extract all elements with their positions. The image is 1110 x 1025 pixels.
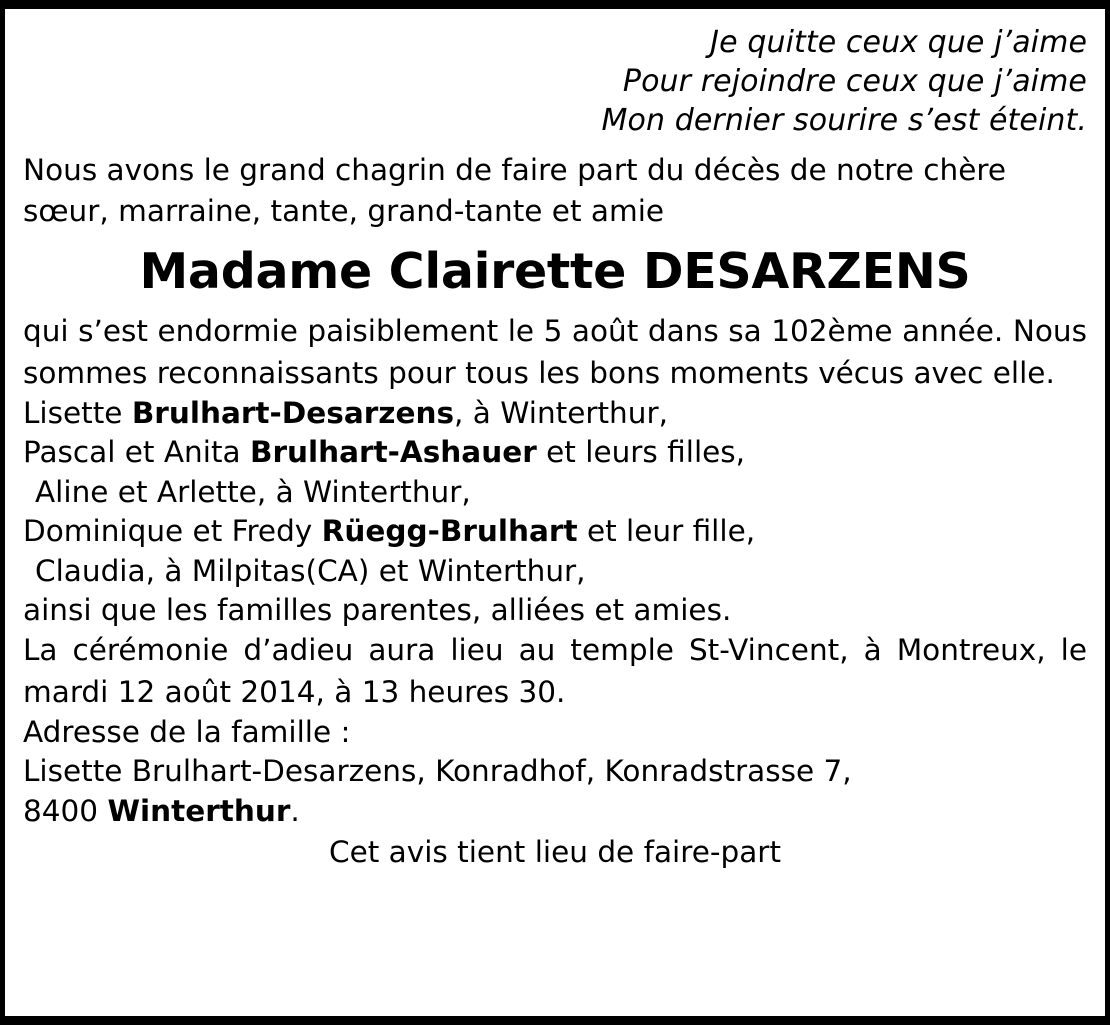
family-line-pre: Lisette <box>23 396 132 431</box>
family-line-bold: Brulhart-Desarzens <box>131 396 455 431</box>
family-line-post: et leurs filles, <box>536 435 746 470</box>
list-item <box>23 473 1087 512</box>
address-line-bold: Winterthur <box>107 793 291 828</box>
list-item <box>23 433 1087 472</box>
family-line-pre: Pascal et Anita <box>23 435 250 470</box>
family-line-bold: Rüegg-Brulhart <box>321 514 578 549</box>
address-line <box>23 792 1087 831</box>
epitaph-line-2: Pour rejoindre ceux que j’aime <box>622 64 1087 99</box>
body-paragraph: qui s’est endormie paisiblement le 5 août dans sa 102ème année. Nous sommes reconnaissants pour tous les bons moments vécus avec elle. <box>23 314 1087 390</box>
address-label: Adresse de la famille : <box>23 714 351 749</box>
family-line-pre: Claudia, à Milpitas(CA) et Winterthur, <box>35 553 586 588</box>
family-line-pre: Dominique et Fredy <box>23 514 322 549</box>
list-item <box>23 512 1087 551</box>
address-line-post: . <box>290 793 300 828</box>
epitaph-line-1: Je quitte ceux que j’aime <box>710 25 1087 60</box>
deceased-name: Madame Clairette DESARZENS <box>139 242 971 300</box>
family-line-pre: Aline et Arlette, à Winterthur, <box>35 474 471 509</box>
family-list <box>23 394 1087 630</box>
family-line-bold: Brulhart-Ashauer <box>249 435 537 470</box>
closing-note: Cet avis tient lieu de faire-part <box>328 835 782 870</box>
family-line-pre: ainsi que les familles parentes, alliées et amies. <box>23 592 732 627</box>
notice-content <box>5 9 1105 1016</box>
address-line-pre: 8400 <box>23 793 108 828</box>
address-block <box>23 713 1087 831</box>
list-item <box>23 394 1087 433</box>
ceremony-paragraph: La cérémonie d’adieu aura lieu au temple St-Vincent, à Montreux, le mardi 12 août 2014, à 13 heures 30. <box>23 633 1087 709</box>
family-line-post: et leur fille, <box>577 514 756 549</box>
address-line <box>23 752 1087 791</box>
intro-paragraph: Nous avons le grand chagrin de faire part du décès de notre chère sœur, marraine, tante, grand-tante et amie <box>23 153 1007 229</box>
epitaph-line-3: Mon dernier sourire s’est éteint. <box>601 103 1087 138</box>
epitaph-block <box>23 23 1087 140</box>
list-item <box>23 552 1087 591</box>
family-line-post: , à Winterthur, <box>454 396 668 431</box>
address-line-pre: Lisette Brulhart-Desarzens, Konradhof, Konradstrasse 7, <box>23 754 852 789</box>
list-item <box>23 591 1087 630</box>
